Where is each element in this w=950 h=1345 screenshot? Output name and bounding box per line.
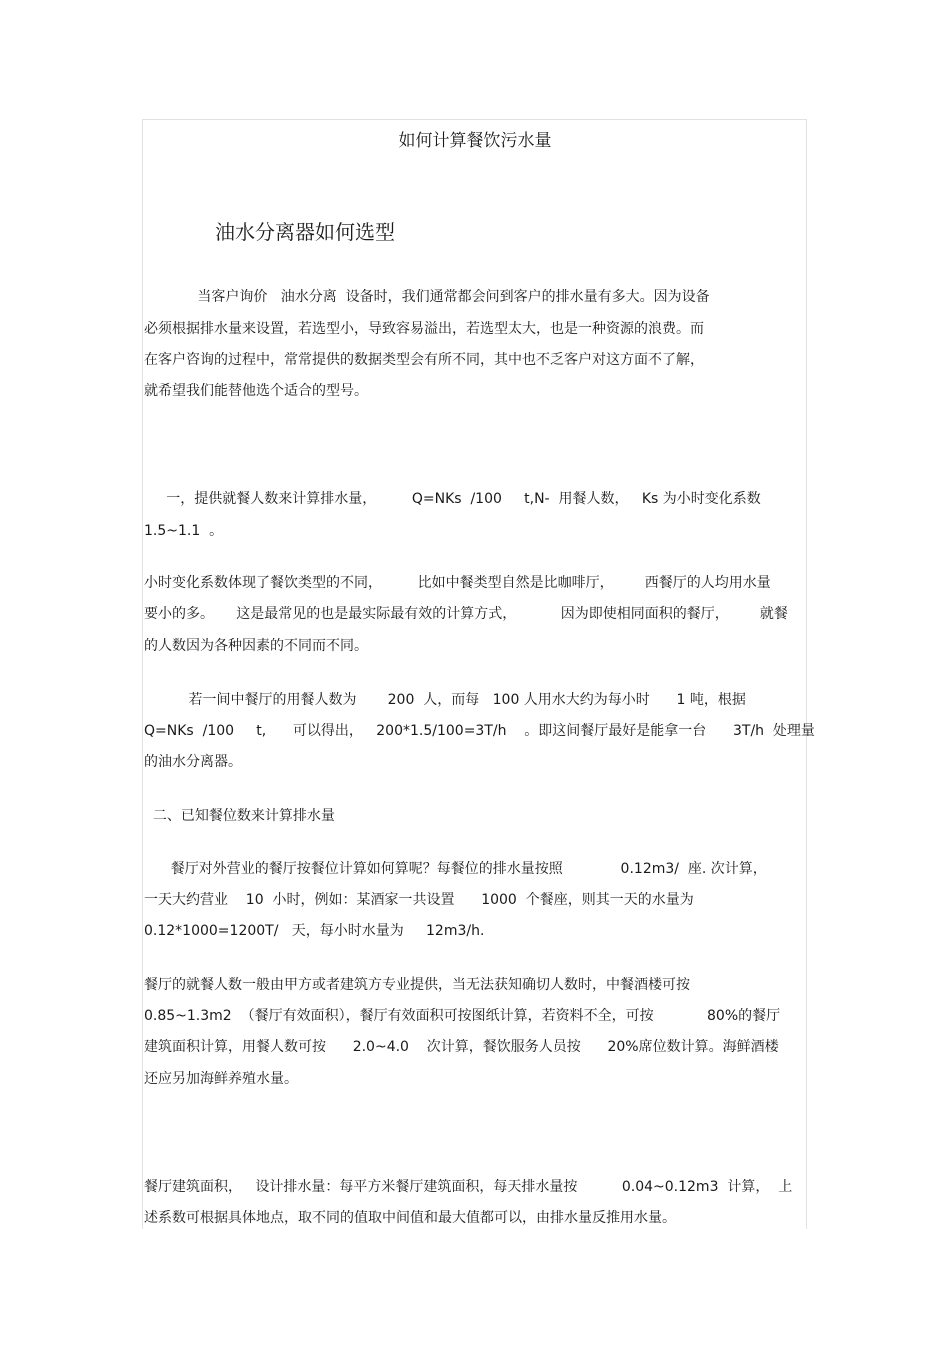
document-subtitle: 油水分离器如何选型 (215, 220, 395, 244)
intro-line: 必须根据排水量来设置，若选型小，导致容易溢出，若选型太大，也是一种资源的浪费。而 (144, 321, 704, 337)
intro-line: 就希望我们能替他选个适合的型号。 (144, 383, 368, 399)
intro-line: 当客户询价 油水分离 设备时，我们通常都会问到客户的排水量有多大。因为设备 (144, 289, 710, 305)
section2-line: 一天大约营业 10 小时，例如：某酒家一共设置 1000 个餐座，则其一天的水量为 (144, 892, 694, 908)
section2-note-line: 餐厅的就餐人数一般由甲方或者建筑方专业提供，当无法获知确切人数时，中餐酒楼可按 (144, 977, 690, 993)
section1-explain-line: 要小的多。 这是最常见的也是最实际最有效的计算方式， 因为即使相同面积的餐厅， 就餐 (144, 606, 788, 622)
section1-example-line: Q=NKs /100 t, 可以得出， 200*1.5/100=3T/h 。即这间餐厅最好是能拿一台 3T/h 处理量 (144, 723, 815, 739)
section3-line: 述系数可根据具体地点，取不同的值取中间值和最大值都可以，由排水量反推用水量。 (144, 1210, 676, 1226)
section2-note-line: 0.85~1.3m2 （餐厅有效面积），餐厅有效面积可按图纸计算，若资料不全，可按 80%的餐厅 (144, 1008, 781, 1024)
section1-line: 1.5~1.1 。 (144, 523, 224, 539)
section1-example-line: 若一间中餐厅的用餐人数为 200 人，而每 100 人用水大约为每小时 1 吨，根据 (144, 692, 746, 708)
document-title: 如何计算餐饮污水量 (398, 131, 552, 151)
section2-note-line: 还应另加海鲜养殖水量。 (144, 1071, 298, 1087)
section2-note-line: 建筑面积计算，用餐人数可按 2.0~4.0 次计算，餐饮服务人员按 20%席位数计算。海鲜酒楼 (144, 1039, 779, 1055)
page-frame (142, 119, 807, 1229)
section2-line: 餐厅对外营业的餐厅按餐位计算如何算呢？每餐位的排水量按照 0.12m3/ 座. 次计算， (144, 861, 767, 877)
section1-example-line: 的油水分离器。 (144, 754, 242, 770)
section2-line: 0.12*1000=1200T/ 天，每小时水量为 12m3/h. (144, 923, 485, 939)
section1-explain-line: 小时变化系数体现了餐饮类型的不同， 比如中餐类型自然是比咖啡厅， 西餐厅的人均用水量 (144, 575, 771, 591)
section1-explain-line: 的人数因为各种因素的不同而不同。 (144, 638, 368, 654)
intro-line: 在客户咨询的过程中，常常提供的数据类型会有所不同，其中也不乏客户对这方面不了解， (144, 352, 704, 368)
section1-line: 一，提供就餐人数来计算排水量， Q=NKs /100 t,N- 用餐人数， Ks 为小时变化系数 (144, 491, 761, 507)
section2-heading: 二、已知餐位数来计算排水量 (144, 808, 335, 824)
section3-line: 餐厅建筑面积， 设计排水量：每平方米餐厅建筑面积，每天排水量按 0.04~0.12m3 计算， 上 (144, 1179, 793, 1195)
